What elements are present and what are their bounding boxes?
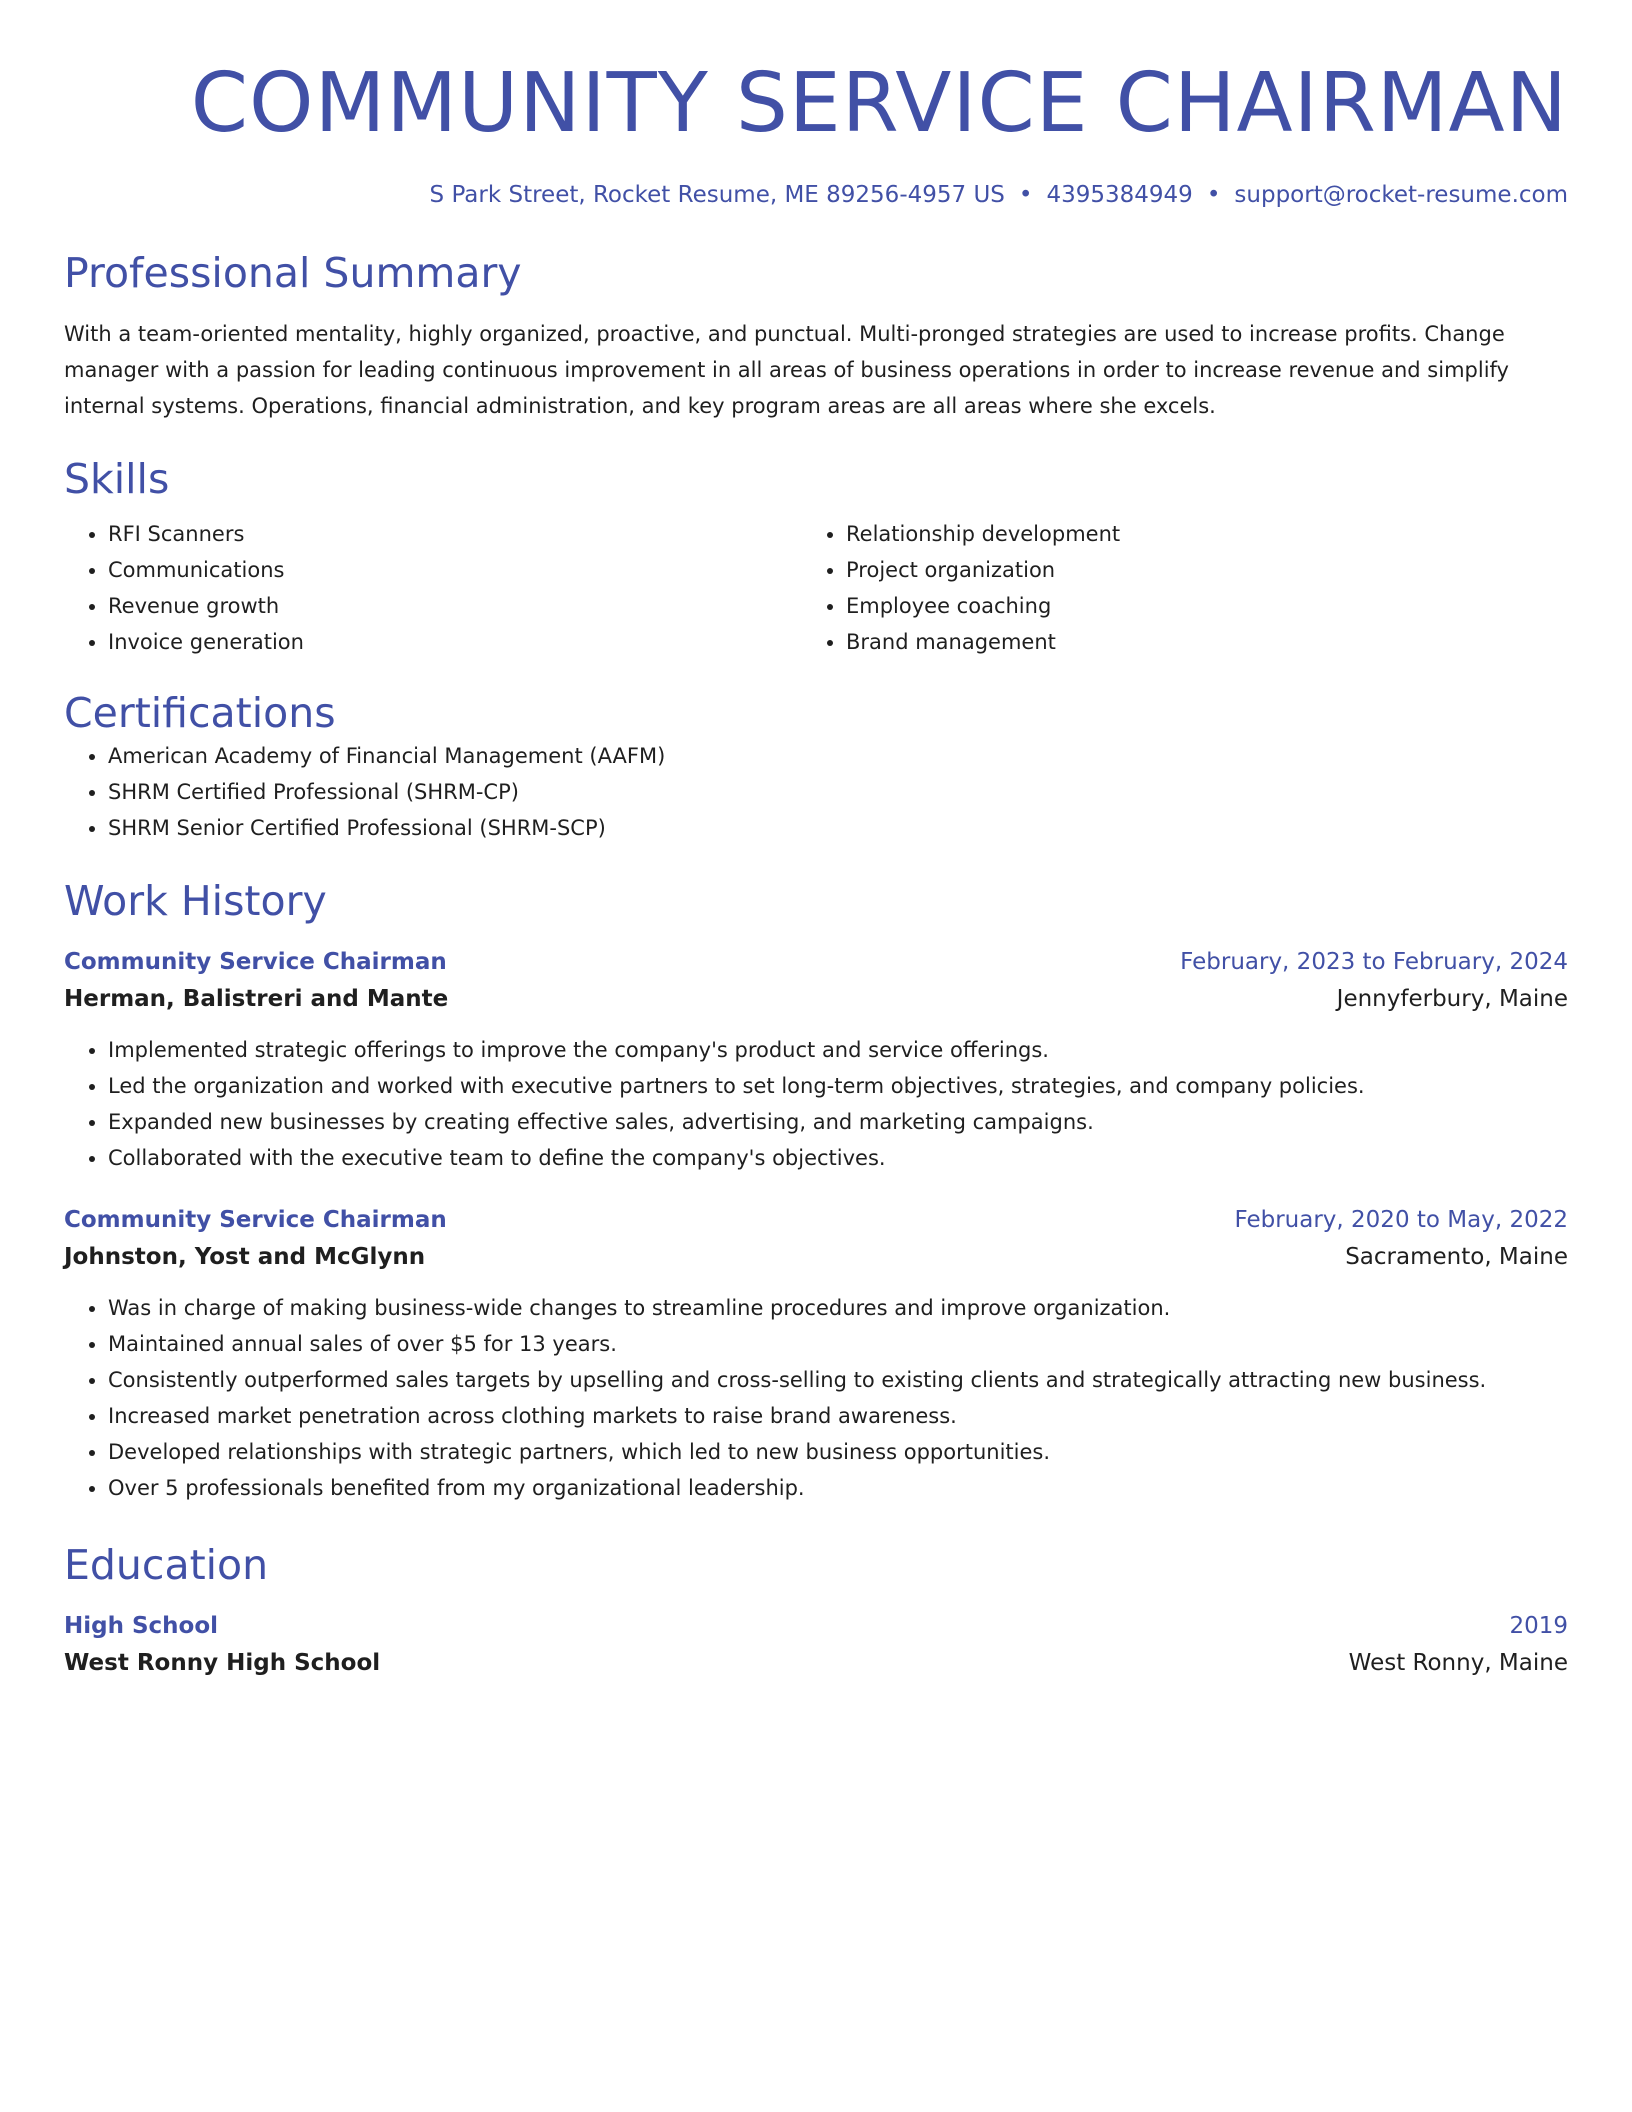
job-bullets bbox=[64, 1290, 1568, 1506]
job-bullet: • Over 5 professionals benefited from my organizational leadership. bbox=[108, 1470, 1568, 1506]
contact-separator: • bbox=[1206, 182, 1221, 208]
skills-grid bbox=[64, 516, 1568, 660]
certification-item: • American Academy of Financial Management (AAFM) bbox=[108, 738, 1568, 774]
certification-item: • SHRM Certified Professional (SHRM-CP) bbox=[108, 774, 1568, 810]
contact-phone: 4395384949 bbox=[1046, 182, 1193, 208]
certifications-list bbox=[64, 738, 1568, 846]
summary-section bbox=[64, 248, 1568, 424]
education-heading: Education bbox=[64, 1541, 269, 1589]
summary-heading: Professional Summary bbox=[64, 249, 522, 297]
resume-header bbox=[64, 56, 1568, 210]
skills-list-right bbox=[802, 516, 1540, 660]
job-bullet: • Led the organization and worked with executive partners to set long-term objectives, strategies, and company policies. bbox=[108, 1068, 1568, 1104]
skill-item: • Brand management bbox=[846, 624, 1540, 660]
job-bullet: • Implemented strategic offerings to improve the company's product and service offerings. bbox=[108, 1032, 1568, 1068]
summary-text: With a team-oriented mentality, highly organized, proactive, and punctual. Multi-pronged strategies are used to increase profits. Change manager with a passion for leading continuous improvement in all areas of business operations in order to increase revenue and simplify internal systems. Operations, financial administration, and key program areas are all areas where she excels. bbox=[64, 322, 1509, 418]
job-location: Sacramento, Maine bbox=[1345, 1244, 1568, 1270]
skills-column-right bbox=[802, 516, 1540, 660]
job-dates: February, 2020 to May, 2022 bbox=[1234, 1207, 1568, 1233]
job-bullet: • Consistently outperformed sales targets by upselling and cross-selling to existing clients and strategically attracting new business. bbox=[108, 1362, 1568, 1398]
skill-item: • Employee coaching bbox=[846, 588, 1540, 624]
education-school: West Ronny High School bbox=[64, 1650, 381, 1676]
skills-column-left bbox=[64, 516, 802, 660]
candidate-name: COMMUNITY SERVICE CHAIRMAN bbox=[190, 56, 1568, 151]
job-bullet: • Was in charge of making business-wide changes to streamline procedures and improve organization. bbox=[108, 1290, 1568, 1326]
skill-item: • RFI Scanners bbox=[108, 516, 802, 552]
skills-list-left bbox=[64, 516, 802, 660]
contact-line bbox=[64, 180, 1568, 210]
job-role: Community Service Chairman bbox=[64, 949, 447, 975]
job-bullet: • Expanded new businesses by creating effective sales, advertising, and marketing campaigns. bbox=[108, 1104, 1568, 1140]
skill-item: • Invoice generation bbox=[108, 624, 802, 660]
work-history-heading: Work History bbox=[64, 877, 327, 925]
job-role: Community Service Chairman bbox=[64, 1207, 447, 1233]
skills-section bbox=[64, 454, 1568, 660]
education-degree-row bbox=[64, 1608, 1568, 1644]
education-section bbox=[64, 1540, 1568, 1682]
job-company-row bbox=[64, 980, 1568, 1018]
contact-email: support@rocket-resume.com bbox=[1234, 182, 1568, 208]
certification-item: • SHRM Senior Certified Professional (SHRM-SCP) bbox=[108, 810, 1568, 846]
skill-item: • Revenue growth bbox=[108, 588, 802, 624]
job-bullet: • Increased market penetration across clothing markets to raise brand awareness. bbox=[108, 1398, 1568, 1434]
job-bullets bbox=[64, 1032, 1568, 1176]
job-company: Herman, Balistreri and Mante bbox=[64, 986, 449, 1012]
certifications-heading: Certifications bbox=[64, 689, 336, 737]
certifications-section bbox=[64, 688, 1568, 846]
education-entry bbox=[64, 1608, 1568, 1682]
job-company: Johnston, Yost and McGlynn bbox=[64, 1244, 426, 1270]
skills-heading: Skills bbox=[64, 455, 170, 503]
job-location: Jennyferbury, Maine bbox=[1336, 986, 1568, 1012]
job-bullet: • Developed relationships with strategic partners, which led to new business opportunities. bbox=[108, 1434, 1568, 1470]
skill-item: • Communications bbox=[108, 552, 802, 588]
education-degree: High School bbox=[64, 1613, 219, 1639]
education-school-row bbox=[64, 1644, 1568, 1682]
contact-address: S Park Street, Rocket Resume, ME 89256-4957 US bbox=[429, 182, 1005, 208]
work-history-section bbox=[64, 876, 1568, 1506]
job-entry bbox=[64, 944, 1568, 1176]
job-title-row bbox=[64, 944, 1568, 980]
job-bullet: • Maintained annual sales of over $5 for 13 years. bbox=[108, 1326, 1568, 1362]
job-dates: February, 2023 to February, 2024 bbox=[1180, 949, 1568, 975]
education-location: West Ronny, Maine bbox=[1348, 1650, 1568, 1676]
education-year: 2019 bbox=[1509, 1613, 1568, 1639]
job-title-row bbox=[64, 1202, 1568, 1238]
contact-separator: • bbox=[1018, 182, 1033, 208]
skill-item: • Relationship development bbox=[846, 516, 1540, 552]
job-company-row bbox=[64, 1238, 1568, 1276]
job-bullet: • Collaborated with the executive team to define the company's objectives. bbox=[108, 1140, 1568, 1176]
job-entry bbox=[64, 1202, 1568, 1506]
skill-item: • Project organization bbox=[846, 552, 1540, 588]
